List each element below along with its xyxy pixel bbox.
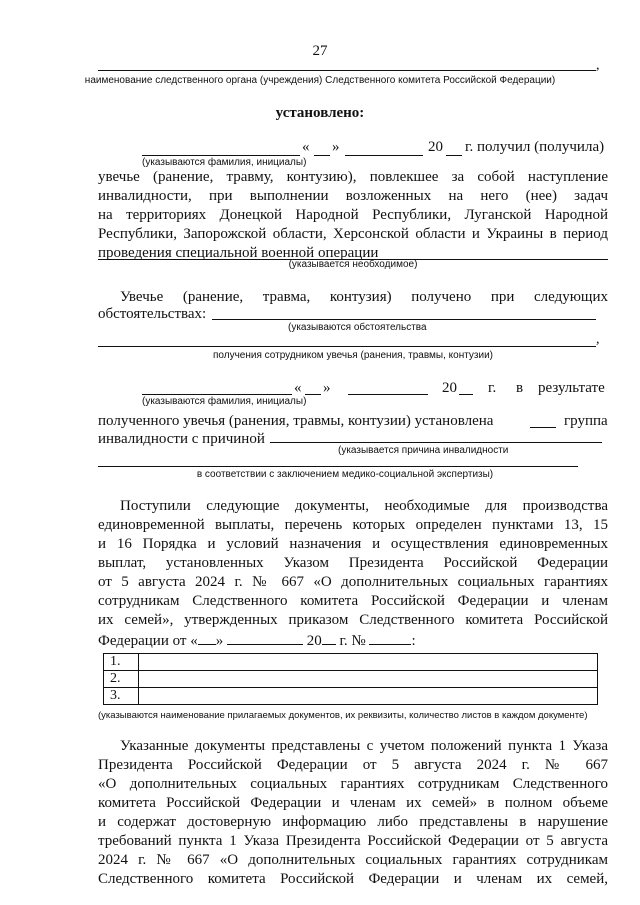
- established-heading: установлено:: [275, 105, 365, 121]
- caption-circumstances: (указываются обстоятельства: [288, 322, 427, 333]
- result-label: результате: [538, 380, 605, 396]
- order-month-field: [227, 630, 303, 645]
- investigative-body-caption: наименование следственного органа (учреждения) Следственного комитета Российской Федерации): [84, 75, 556, 86]
- order-close-quote: »: [215, 633, 224, 649]
- documents-line-2: единовременной выплаты, перечень которых определен пунктами 13, 15: [98, 517, 608, 533]
- received-text: г. получил (получила): [465, 139, 605, 155]
- investigative-body-field-line: [98, 70, 596, 71]
- open-quote: «: [302, 139, 310, 155]
- documents-table: [103, 653, 598, 705]
- caption-names-2: (указываются фамилия, инициалы): [142, 396, 307, 407]
- circumstances-comma: ,: [596, 332, 600, 347]
- table-row: [104, 671, 598, 688]
- circumstances-field-line: [212, 319, 596, 320]
- injury-line-4: Республики, Запорожской области, Херсонской области и Украины в период: [98, 226, 608, 242]
- day-field-line: [314, 155, 330, 156]
- order-year-prefix: 20: [306, 633, 322, 649]
- circumstances-field-line-2: [98, 346, 596, 347]
- page-number: 27: [312, 43, 328, 59]
- header-comma: ,: [596, 58, 600, 73]
- year-prefix: 20: [428, 139, 443, 155]
- document-cell: [139, 654, 598, 671]
- conclusion-line-8: Следственного комитета Российской Федерации и членам их семей,: [98, 871, 608, 887]
- conclusion-line-5: и содержат достоверную информацию либо представлены в нарушение: [98, 814, 608, 830]
- table-row: [104, 654, 598, 671]
- conclusion-line-1: Указанные документы представлены с учетом положений пункта 1 Указа: [120, 738, 608, 754]
- injury-line-1: увечье (ранение, травму, контузию), повлекшее за собой наступление: [98, 169, 608, 185]
- open-quote-2: «: [294, 380, 302, 396]
- documents-line-3: и 16 Порядка и условий назначения и осуществления единовременных: [98, 536, 608, 552]
- year-prefix-2: 20: [442, 380, 457, 396]
- order-colon: :: [411, 633, 416, 649]
- conclusion-line-3: «О дополнительных социальных гарантиях сотрудникам Следственного: [98, 776, 608, 792]
- injury-paragraph: [98, 168, 608, 263]
- conclusion-paragraph: [98, 737, 608, 889]
- injury-line-3: на территориях Донецкой Народной Республики, Луганской Народной: [98, 207, 608, 223]
- month-field-line-2: [348, 394, 428, 395]
- conclusion-line-4: комитета Российской Федерации и членам их семей» в полном объеме: [98, 795, 608, 811]
- documents-line-1: Поступили следующие документы, необходимые для производства: [120, 498, 608, 514]
- disability-line-2a: полученного увечья (ранения, травмы, контузии) установлена: [98, 413, 494, 429]
- document-cell: [139, 688, 598, 705]
- reason-field-line-2: [98, 466, 578, 467]
- conclusion-line-2: Президента Российской Федерации от 5 августа 2024 г. № 667: [98, 757, 608, 773]
- documents-line-7: их семей», утвержденных приказом Следственного комитета Российской: [98, 612, 608, 628]
- caption-reason: (указывается причина инвалидности: [338, 445, 509, 456]
- name-field-line: [142, 155, 300, 156]
- documents-paragraph: [98, 497, 608, 651]
- month-field-line: [345, 155, 423, 156]
- day-field-line-2: [305, 394, 321, 395]
- document-cell: [139, 671, 598, 688]
- conclusion-line-6: требований пункта 1 Указа Президента Российской Федерации от 5 августа: [98, 833, 608, 849]
- caption-receipt: получения сотрудником увечья (ранения, травмы, контузии): [213, 350, 493, 361]
- order-day-field: [198, 630, 216, 645]
- disability-reason-label: инвалидности с причиной: [98, 431, 265, 447]
- caption-needed: (указывается необходимое): [288, 259, 418, 270]
- year-field-line-2: [459, 394, 473, 395]
- g-label: г.: [488, 380, 497, 396]
- documents-line-4: выплат, установленных Указом Президента Российской Федерации: [98, 555, 608, 571]
- injury-line-5: проведения специальной военной операции: [98, 245, 379, 261]
- caption-conclusion: в соответствии с заключением медико-социальной экспертизы): [196, 469, 494, 480]
- circumstances-label: обстоятельствах:: [98, 306, 207, 322]
- order-year-field: [322, 630, 336, 645]
- documents-line-5: от 5 августа 2024 г. № 667 «О дополнительных социальных гарантиях: [98, 574, 608, 590]
- table-caption: (указываются наименование прилагаемых документов, их реквизиты, количество листов в каждом документе): [98, 710, 588, 721]
- documents-line-6: сотрудникам Следственного комитета Российской Федерации и членам: [98, 593, 608, 609]
- injury-line-2: инвалидности, при выполнении возложенных на него (нее) задач: [98, 188, 608, 204]
- disability-group-word: группа: [564, 413, 608, 429]
- caption-names: (указываются фамилия, инициалы): [142, 157, 307, 168]
- order-date-prefix: Федерации от «: [98, 633, 198, 649]
- reason-field-line: [270, 442, 602, 443]
- name-field-line-2: [142, 394, 292, 395]
- order-number-label: г. №: [339, 633, 366, 649]
- group-field-line: [530, 427, 556, 428]
- v-label: в: [516, 380, 524, 396]
- circumstances-line-1: Увечье (ранение, травма, контузия) получено при следующих: [120, 289, 608, 305]
- documents-line-8: [98, 630, 608, 651]
- order-number-field: [369, 630, 411, 645]
- row-number: 1.: [104, 654, 139, 671]
- row-number: 2.: [104, 671, 139, 688]
- conclusion-line-7: 2024 г. № 667 «О дополнительных социальных гарантиях сотрудникам: [98, 852, 608, 868]
- close-quote-2: »: [323, 380, 331, 396]
- row-number: 3.: [104, 688, 139, 705]
- table-row: [104, 688, 598, 705]
- close-quote: »: [332, 139, 340, 155]
- year-field-line: [446, 155, 462, 156]
